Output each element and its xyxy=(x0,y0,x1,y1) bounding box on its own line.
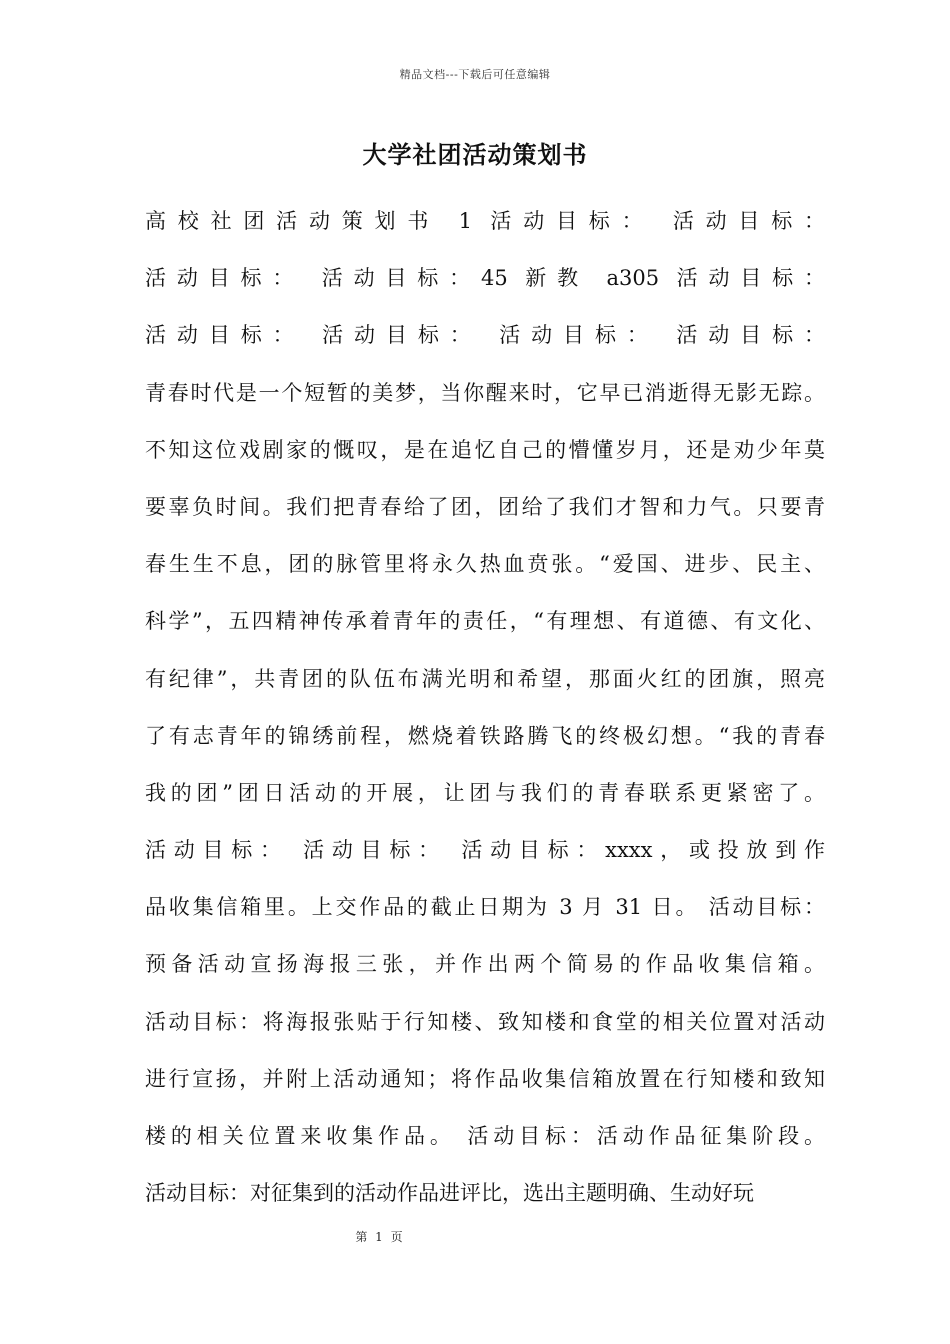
text-line: 青春时代是一个短暂的美梦，当你醒来时，它早已消逝得无影无踪。 xyxy=(145,380,825,405)
text-line: 预备活动宣扬海报三张，并作出两个简易的作品收集信箱。 xyxy=(145,952,825,977)
body-text xyxy=(145,196,825,1225)
document-title: 大学社团活动策划书 xyxy=(362,140,588,169)
text-line: 春生生不息，团的脉管里将永久热血贲张。“爱国、进步、民主、 xyxy=(145,552,825,577)
page-number: 第 1 页 xyxy=(355,1230,405,1244)
text-line: 楼的相关位置来收集作品。 活动目标：活动作品征集阶段。 xyxy=(145,1124,825,1148)
text-line: 高校社团活动策划书 1 活动目标： 活动目标： xyxy=(145,209,825,233)
text-line: 活动目标：将海报张贴于行知楼、致知楼和食堂的相关位置对活动 xyxy=(145,1009,825,1034)
text-line: 我的团”团日活动的开展，让团与我们的青春联系更紧密了。 xyxy=(145,780,825,805)
text-line: 了有志青年的锦绣前程，燃烧着铁路腾飞的终极幻想。“我的青春 xyxy=(145,723,825,748)
text-line: 科学”，五四精神传承着青年的责任，“有理想、有道德、有文化、 xyxy=(145,609,825,634)
text-line: 活动目标：对征集到的活动作品进评比，选出主题明确、生动好玩 xyxy=(145,1181,754,1206)
text-line: 活动目标： 活动目标：45 新教 a305 活动目标： xyxy=(145,266,825,291)
text-line: 要辜负时间。我们把青春给了团，团给了我们才智和力气。只要青 xyxy=(145,494,825,519)
header-note: 精品文档---下载后可任意编辑 xyxy=(399,68,551,81)
text-line: 有纪律”，共青团的队伍布满光明和希望，那面火红的团旗，照亮 xyxy=(145,666,825,691)
text-line: 进行宣扬，并附上活动通知；将作品收集信箱放置在行知楼和致知 xyxy=(145,1066,825,1091)
text-line: 活动目标： 活动目标： 活动目标： 活动目标： xyxy=(145,323,825,348)
text-line: 不知这位戏剧家的慨叹，是在追忆自己的懵懂岁月，还是劝少年莫 xyxy=(145,437,825,462)
text-line: 活动目标： 活动目标： 活动目标：xxxx，或投放到作 xyxy=(145,838,825,863)
text-line: 品收集信箱里。上交作品的截止日期为 3 月 31 日。 活动目标： xyxy=(145,895,825,920)
